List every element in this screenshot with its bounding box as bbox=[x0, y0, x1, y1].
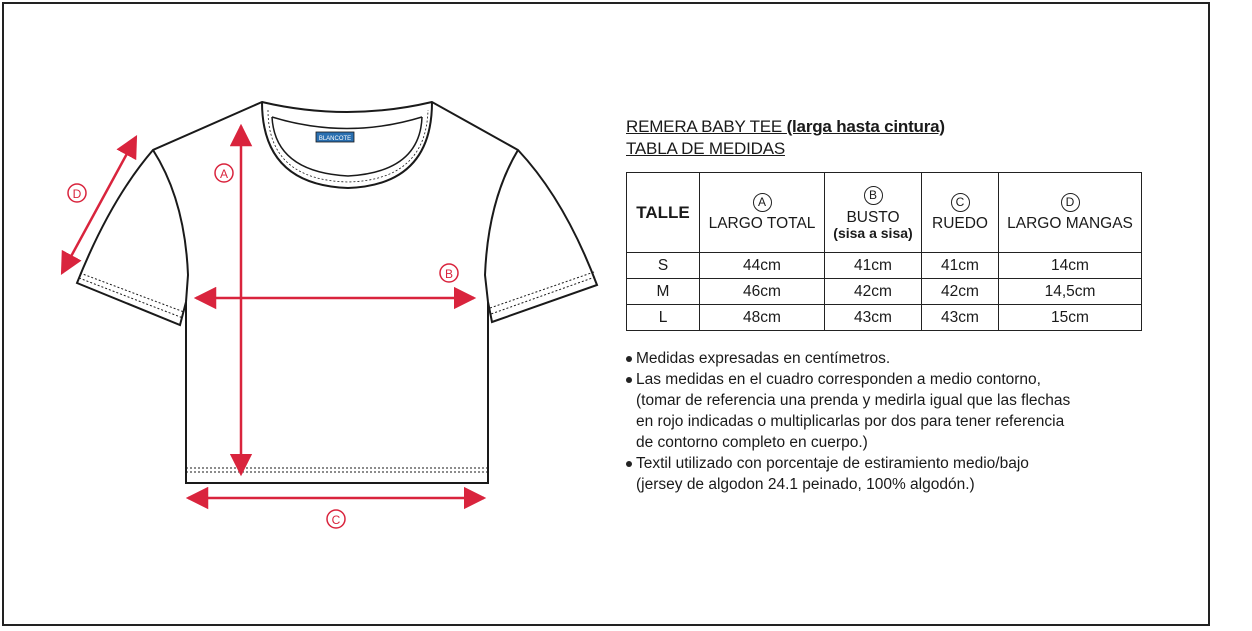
size-cell: S bbox=[627, 253, 700, 279]
value-cell: 41cm bbox=[825, 253, 922, 279]
value-cell: 15cm bbox=[999, 305, 1142, 331]
tshirt-diagram bbox=[0, 0, 620, 631]
value-cell: 14cm bbox=[999, 253, 1142, 279]
value-cell: 44cm bbox=[700, 253, 825, 279]
header-largo-total: A LARGO TOTAL bbox=[700, 173, 825, 253]
title-line-2: TABLA DE MEDIDAS bbox=[626, 139, 785, 158]
size-table bbox=[626, 172, 1142, 331]
tshirt-outline bbox=[77, 102, 597, 483]
table-row bbox=[627, 279, 1142, 305]
table-row bbox=[627, 253, 1142, 279]
notes-list bbox=[624, 348, 1144, 495]
value-cell: 42cm bbox=[825, 279, 922, 305]
value-cell: 14,5cm bbox=[999, 279, 1142, 305]
header-busto: B BUSTO (sisa a sisa) bbox=[825, 173, 922, 253]
note-item: Textil utilizado con porcentaje de estiramiento medio/bajo (jersey de algodon 24.1 peinado, 100% algodón.) bbox=[624, 453, 1144, 495]
svg-text:C: C bbox=[331, 513, 341, 527]
title-line-1: REMERA BABY TEE (larga hasta cintura) bbox=[626, 117, 945, 136]
value-cell: 48cm bbox=[700, 305, 825, 331]
value-cell: 46cm bbox=[700, 279, 825, 305]
header-largo-mangas: D LARGO MANGAS bbox=[999, 173, 1142, 253]
brand-tag-text: BLANCOTE bbox=[318, 136, 352, 142]
note-item: Medidas expresadas en centímetros. bbox=[624, 348, 1144, 369]
label-d bbox=[68, 184, 86, 202]
note-item: Las medidas en el cuadro corresponden a medio contorno, (tomar de referencia una prenda y medirla igual que las flechas en rojo indicadas o multiplicarlas por dos para tener referencia de contorno completo en cuerpo.) bbox=[624, 369, 1144, 453]
size-cell: L bbox=[627, 305, 700, 331]
svg-text:B: B bbox=[444, 267, 454, 281]
size-cell: M bbox=[627, 279, 700, 305]
value-cell: 41cm bbox=[922, 253, 999, 279]
label-c bbox=[327, 510, 345, 528]
header-ruedo: C RUEDO bbox=[922, 173, 999, 253]
label-b bbox=[440, 264, 458, 282]
product-title bbox=[626, 116, 945, 160]
value-cell: 42cm bbox=[922, 279, 999, 305]
svg-text:D: D bbox=[72, 187, 82, 201]
table-row bbox=[627, 305, 1142, 331]
svg-text:A: A bbox=[219, 167, 229, 181]
value-cell: 43cm bbox=[922, 305, 999, 331]
label-a bbox=[215, 164, 233, 182]
value-cell: 43cm bbox=[825, 305, 922, 331]
header-talle: TALLE bbox=[627, 173, 700, 253]
